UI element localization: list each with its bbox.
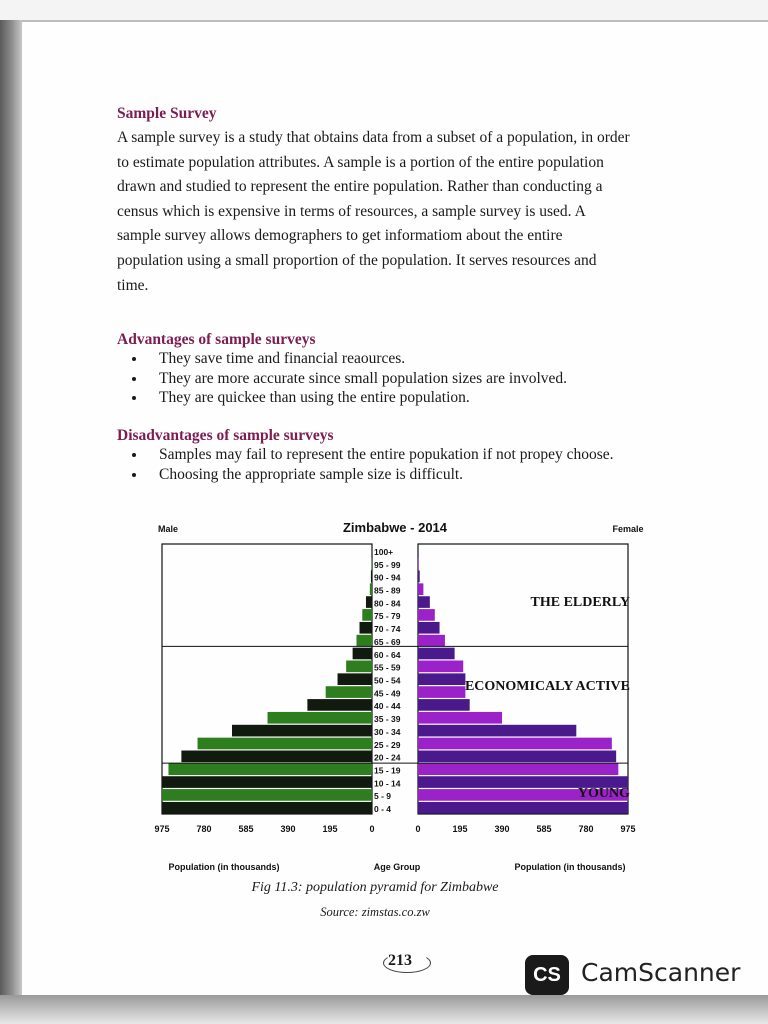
female-bar	[418, 751, 616, 763]
section-heading: Sample Survey	[117, 105, 217, 122]
age-group-label: 0 - 4	[374, 804, 392, 815]
chart-annotation: THE ELDERLY	[530, 595, 630, 610]
age-group-label: 10 - 14	[374, 778, 401, 789]
age-group-label: 85 - 89	[374, 585, 401, 596]
male-bar	[370, 583, 372, 595]
male-bar	[198, 738, 372, 750]
list-item: • Samples may fail to represent the entire popukation if not propey choose.	[147, 445, 637, 465]
advantages-list	[117, 349, 677, 408]
paragraph-line: A sample survey is a study that obtains data from a subset of a population, in order	[117, 129, 630, 146]
age-group-label: 15 - 19	[374, 765, 401, 776]
advantages-section	[117, 331, 677, 408]
male-bar	[356, 635, 372, 647]
list-item: • They are quickee than using the entire population.	[147, 388, 677, 408]
paragraph-line: drawn and studied to represent the entire population. Rather than conducting a	[117, 178, 603, 196]
male-bar	[371, 571, 372, 583]
age-group-label: 55 - 59	[374, 662, 401, 673]
female-bar	[418, 596, 430, 608]
paragraph-line: population using a small proportion of the population. It serves resources and	[117, 251, 597, 269]
x-axis-title-center: Age Group	[373, 862, 421, 872]
population-pyramid-chart	[150, 518, 645, 880]
x-tick-label: 585	[536, 824, 552, 834]
figure-source: Source: zimstas.co.zw	[320, 905, 430, 919]
sample-survey-section	[117, 105, 677, 298]
female-bar	[418, 609, 435, 621]
female-bar	[418, 583, 423, 595]
chart-left-label: Male	[157, 524, 179, 534]
paragraph-line: time.	[117, 276, 149, 294]
page-number: 213	[388, 952, 412, 969]
age-group-label: 30 - 34	[374, 726, 401, 737]
disadvantages-section	[117, 427, 677, 484]
male-bar	[168, 763, 372, 775]
male-bar	[366, 596, 372, 608]
x-tick-label: 585	[238, 824, 254, 834]
male-bar	[181, 751, 372, 763]
age-group-label: 90 - 94	[374, 572, 401, 583]
x-axis-title-left: Population (in thousands)	[168, 862, 280, 872]
book-spine-shadow	[0, 20, 22, 1005]
male-bar	[162, 802, 372, 814]
list-item: • They are more accurate since small population sizes are involved.	[147, 369, 677, 389]
figure-caption: Fig 11.3: population pyramid for Zimbabwe	[251, 880, 499, 895]
age-group-label: 50 - 54	[374, 675, 401, 686]
male-bar	[338, 673, 372, 685]
age-group-label: 100+	[374, 546, 394, 557]
disadvantages-list	[117, 445, 637, 484]
age-group-label: 40 - 44	[374, 701, 401, 712]
male-bar	[362, 609, 372, 621]
x-tick-label: 975	[620, 824, 636, 834]
female-bar	[418, 712, 502, 724]
female-bar	[418, 661, 463, 673]
age-group-label: 45 - 49	[374, 688, 401, 699]
female-bar	[418, 802, 628, 814]
chart-title: Zimbabwe - 2014	[342, 520, 448, 535]
male-bar	[268, 712, 372, 724]
female-bar	[418, 699, 470, 711]
age-group-label: 5 - 9	[374, 791, 392, 802]
age-group-label: 60 - 64	[374, 649, 401, 660]
male-bar	[232, 725, 372, 737]
scan-bottom-edge	[0, 995, 768, 1024]
x-tick-label: 195	[452, 824, 468, 834]
male-bar	[326, 686, 372, 698]
male-bar	[307, 699, 372, 711]
male-bar	[353, 648, 372, 660]
female-bar	[418, 622, 440, 634]
list-item: • They save time and financial reaources.	[147, 349, 677, 369]
scan-top-edge	[0, 0, 768, 22]
male-bar	[346, 661, 372, 673]
section-paragraph	[117, 126, 677, 298]
paragraph-line: census which is expensive in terms of resources, a sample survey is used. A	[117, 202, 586, 220]
chart-right-label: Female	[612, 524, 644, 534]
female-bar	[418, 571, 420, 583]
paragraph-line: to estimate population attributes. A sample is a portion of the entire population	[117, 153, 604, 171]
female-bar	[418, 648, 455, 660]
female-bar	[418, 686, 465, 698]
age-group-label: 95 - 99	[374, 559, 401, 570]
female-bar	[418, 725, 576, 737]
female-bar	[418, 763, 618, 775]
x-axis-title-right: Population (in thousands)	[514, 862, 626, 872]
x-tick-label: 780	[578, 824, 594, 834]
female-bar	[418, 558, 419, 570]
advantages-heading: Advantages of sample surveys	[117, 331, 316, 348]
age-group-label: 35 - 39	[374, 714, 401, 725]
age-group-label: 75 - 79	[374, 611, 401, 622]
female-bar	[418, 738, 612, 750]
age-group-label: 70 - 74	[374, 624, 401, 635]
x-tick-label: 975	[154, 824, 170, 834]
camscanner-text: CamScanner	[581, 958, 741, 987]
x-tick-label: 195	[322, 824, 338, 834]
camscanner-logo: CS	[525, 955, 569, 995]
chart-annotation: YOUNG	[577, 786, 630, 801]
age-group-label: 25 - 29	[374, 739, 401, 750]
female-bar	[418, 635, 445, 647]
disadvantages-heading: Disadvantages of sample surveys	[117, 427, 334, 444]
x-tick-label: 0	[369, 824, 375, 834]
list-item: • Choosing the appropriate sample size is difficult.	[147, 465, 637, 485]
age-group-label: 65 - 69	[374, 636, 401, 647]
female-bar	[418, 673, 465, 685]
male-bar	[360, 622, 372, 634]
male-bar	[162, 776, 372, 788]
chart-annotation: ECONOMICALY ACTIVE	[464, 679, 630, 694]
x-tick-label: 390	[280, 824, 296, 834]
paragraph-line: sample survey allows demographers to get informatiom about the entire	[117, 227, 563, 245]
age-group-label: 20 - 24	[374, 752, 401, 763]
age-group-label: 80 - 84	[374, 598, 401, 609]
x-tick-label: 780	[196, 824, 212, 834]
x-tick-label: 0	[415, 824, 421, 834]
male-bar	[162, 789, 372, 801]
x-tick-label: 390	[494, 824, 510, 834]
